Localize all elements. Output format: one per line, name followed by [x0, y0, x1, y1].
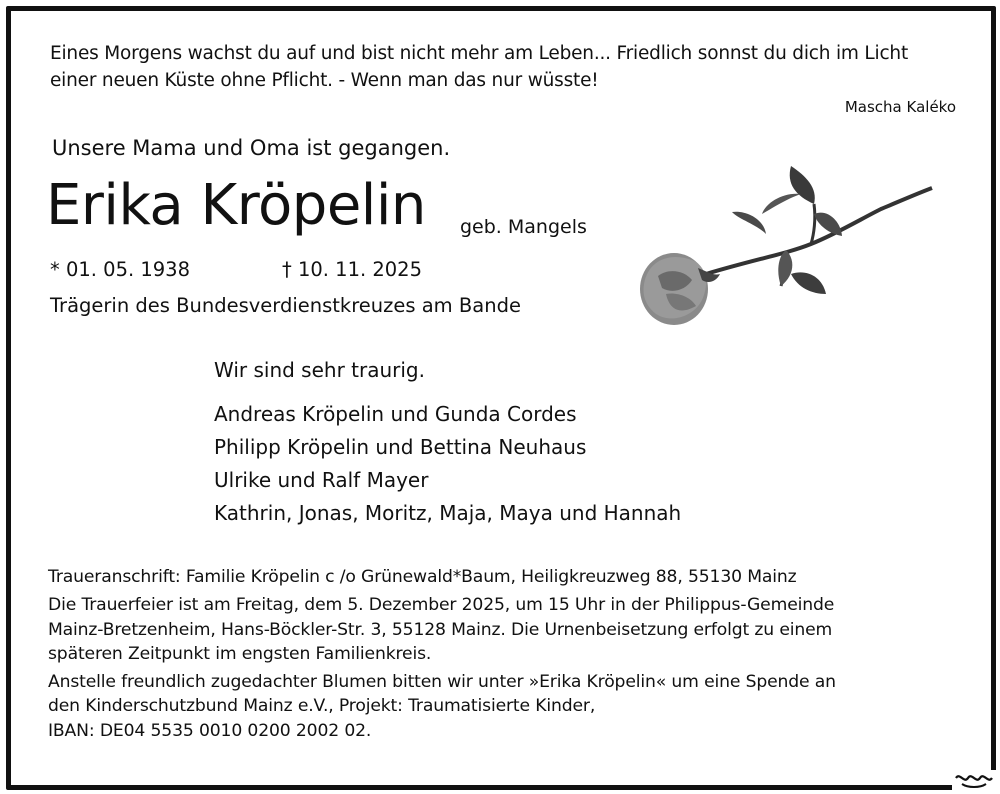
mourners-list — [214, 398, 681, 530]
donation-line: den Kinderschutzbund Mainz e.V., Projekt: Traumatisierte Kinder, — [48, 696, 596, 717]
ceremony-line: Die Trauerfeier ist am Freitag, dem 5. Dezember 2025, um 15 Uhr in der Philippus-Gemeinde — [48, 595, 835, 616]
mourner-entry: Kathrin, Jonas, Moritz, Maja, Maya und Hannah — [214, 501, 682, 525]
honor-text: Trägerin des Bundesverdienstkreuzes am Bande — [50, 294, 521, 317]
ceremony-line: späteren Zeitpunkt im engsten Familienkreis. — [48, 643, 432, 664]
quote-author: Mascha Kaléko — [844, 98, 956, 116]
ceremony-line: Mainz-Bretzenheim, Hans-Böckler-Str. 3, 55128 Mainz. Die Urnenbeisetzung erfolgt zu einem — [48, 619, 833, 640]
quote-line: einer neuen Küste ohne Pflicht. - Wenn man das nur wüsste! — [50, 70, 599, 91]
mourner-entry: Ulrike und Ralf Mayer — [214, 468, 429, 492]
intro-text: Unsere Mama und Oma ist gegangen. — [52, 136, 451, 160]
mourner-entry: Philipp Kröpelin und Bettina Neuhaus — [214, 435, 587, 459]
deceased-name: Erika Kröpelin — [46, 173, 426, 238]
donation-line: Anstelle freundlich zugedachter Blumen bitten wir unter »Erika Kröpelin« um eine Spende an — [48, 672, 836, 693]
poem-quote — [50, 40, 908, 94]
quote-line: Eines Morgens wachst du auf und bist nicht mehr am Leben... Friedlich sonnst du dich im Licht — [50, 43, 908, 64]
notice-details — [48, 565, 836, 743]
death-date: † 10. 11. 2025 — [282, 258, 422, 281]
donation-line: IBAN: DE04 5535 0010 0200 2002 02. — [48, 720, 372, 741]
ornament-logo — [952, 770, 996, 790]
life-dates — [50, 258, 422, 281]
birth-date: * 01. 05. 1938 — [50, 258, 190, 281]
maiden-name: geb. Mangels — [460, 216, 587, 238]
rose-illustration — [636, 164, 936, 332]
mourner-entry: Andreas Kröpelin und Gunda Cordes — [214, 402, 577, 426]
mourning-address: Traueranschrift: Familie Kröpelin c /o Grünewald*Baum, Heiligkreuzweg 88, 55130 Mainz — [48, 567, 797, 587]
mourners-statement: Wir sind sehr traurig. — [214, 358, 425, 382]
